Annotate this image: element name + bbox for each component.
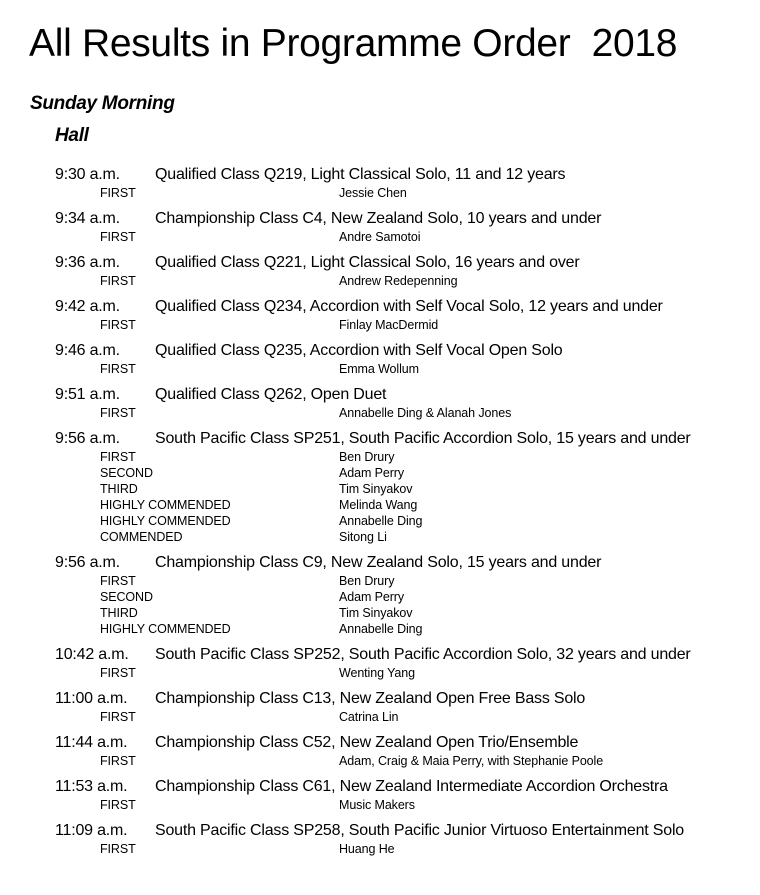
award-place: HIGHLY COMMENDED (100, 622, 231, 636)
entry-time: 9:56 a.m. (55, 554, 120, 571)
entry-class-title: Championship Class C4, New Zealand Solo, 10 years and under (155, 210, 602, 227)
entry-header (0, 733, 760, 753)
entry-time: 11:00 a.m. (55, 690, 128, 707)
result-entry (0, 165, 760, 201)
entry-class-title: South Pacific Class SP258, South Pacific Junior Virtuoso Entertainment Solo (155, 822, 684, 839)
award-row (0, 513, 760, 529)
entry-time: 11:09 a.m. (55, 822, 128, 839)
award-recipient: Catrina Lin (339, 710, 399, 724)
entry-time: 10:42 a.m. (55, 646, 129, 663)
entry-class-title: Qualified Class Q235, Accordion with Self Vocal Open Solo (155, 342, 563, 359)
awards-list (0, 185, 760, 201)
award-place: FIRST (100, 230, 136, 244)
entry-header (0, 209, 760, 229)
award-row (0, 605, 760, 621)
award-row (0, 405, 760, 421)
session-heading: Sunday Morning (30, 93, 175, 114)
award-recipient: Adam Perry (339, 466, 404, 480)
award-recipient: Annabelle Ding (339, 514, 423, 528)
entry-time: 9:56 a.m. (55, 430, 120, 447)
award-recipient: Ben Drury (339, 450, 395, 464)
entry-header (0, 553, 760, 573)
entry-class-title: South Pacific Class SP251, South Pacific Accordion Solo, 15 years and under (155, 430, 691, 447)
award-row (0, 841, 760, 857)
award-row (0, 465, 760, 481)
award-recipient: Melinda Wang (339, 498, 418, 512)
award-recipient: Music Makers (339, 798, 415, 812)
award-place: FIRST (100, 450, 136, 464)
entry-class-title: Championship Class C13, New Zealand Open Free Bass Solo (155, 690, 586, 707)
entry-time: 11:44 a.m. (55, 734, 128, 751)
award-recipient: Tim Sinyakov (339, 482, 413, 496)
award-recipient: Finlay MacDermid (339, 318, 439, 332)
award-recipient: Ben Drury (339, 574, 395, 588)
award-place: THIRD (100, 482, 138, 496)
entry-header (0, 165, 760, 185)
entry-class-title: Qualified Class Q234, Accordion with Self Vocal Solo, 12 years and under (155, 298, 663, 315)
award-place: FIRST (100, 710, 136, 724)
result-entry (0, 689, 760, 725)
award-recipient: Annabelle Ding & Alanah Jones (339, 406, 512, 420)
entry-class-title: Championship Class C52, New Zealand Open Trio/Ensemble (155, 734, 579, 751)
entry-time: 9:34 a.m. (55, 210, 120, 227)
award-row (0, 185, 760, 201)
award-place: FIRST (100, 574, 136, 588)
entry-time: 11:53 a.m. (55, 778, 128, 795)
entry-header (0, 821, 760, 841)
award-recipient: Adam Perry (339, 590, 404, 604)
entry-class-title: Qualified Class Q221, Light Classical Solo, 16 years and over (155, 254, 580, 271)
award-place: FIRST (100, 842, 136, 856)
awards-list (0, 449, 760, 545)
result-entry (0, 385, 760, 421)
award-place: FIRST (100, 274, 136, 288)
award-recipient: Andre Samotoi (339, 230, 421, 244)
award-recipient: Sitong Li (339, 530, 387, 544)
award-row (0, 797, 760, 813)
award-row (0, 665, 760, 681)
entry-time: 9:46 a.m. (55, 342, 120, 359)
award-row (0, 573, 760, 589)
award-recipient: Huang He (339, 842, 395, 856)
award-row (0, 317, 760, 333)
awards-list (0, 317, 760, 333)
awards-list (0, 573, 760, 637)
entry-header (0, 645, 760, 665)
entry-header (0, 429, 760, 449)
entry-class-title: South Pacific Class SP252, South Pacific Accordion Solo, 32 years and under (155, 646, 691, 663)
award-recipient: Wenting Yang (339, 666, 415, 680)
award-row (0, 229, 760, 245)
awards-list (0, 709, 760, 725)
award-row (0, 361, 760, 377)
entry-time: 9:30 a.m. (55, 166, 120, 183)
award-place: FIRST (100, 666, 136, 680)
result-entry (0, 553, 760, 637)
award-row (0, 497, 760, 513)
entry-header (0, 777, 760, 797)
entry-time: 9:42 a.m. (55, 298, 120, 315)
result-entry (0, 821, 760, 857)
awards-list (0, 841, 760, 857)
awards-list (0, 753, 760, 769)
award-place: FIRST (100, 318, 136, 332)
award-row (0, 481, 760, 497)
award-recipient: Tim Sinyakov (339, 606, 413, 620)
result-entry (0, 253, 760, 289)
result-entry (0, 429, 760, 545)
award-row (0, 709, 760, 725)
result-entry (0, 209, 760, 245)
award-place: HIGHLY COMMENDED (100, 514, 231, 528)
entry-class-title: Championship Class C9, New Zealand Solo, 15 years and under (155, 554, 602, 571)
awards-list (0, 797, 760, 813)
result-entry (0, 341, 760, 377)
entry-time: 9:36 a.m. (55, 254, 120, 271)
award-place: FIRST (100, 186, 136, 200)
entry-class-title: Qualified Class Q262, Open Duet (155, 386, 387, 403)
awards-list (0, 229, 760, 245)
award-row (0, 753, 760, 769)
award-row (0, 273, 760, 289)
award-place: FIRST (100, 362, 136, 376)
entry-time: 9:51 a.m. (55, 386, 120, 403)
result-entry (0, 297, 760, 333)
awards-list (0, 273, 760, 289)
entry-class-title: Qualified Class Q219, Light Classical Solo, 11 and 12 years (155, 166, 566, 183)
award-recipient: Andrew Redepenning (339, 274, 458, 288)
award-recipient: Emma Wollum (339, 362, 419, 376)
awards-list (0, 361, 760, 377)
award-place: THIRD (100, 606, 138, 620)
venue-heading: Hall (55, 125, 89, 146)
award-row (0, 589, 760, 605)
awards-list (0, 665, 760, 681)
entry-header (0, 341, 760, 361)
award-place: SECOND (100, 590, 153, 604)
award-place: SECOND (100, 466, 153, 480)
award-place: FIRST (100, 798, 136, 812)
entry-class-title: Championship Class C61, New Zealand Intermediate Accordion Orchestra (155, 778, 668, 795)
awards-list (0, 405, 760, 421)
award-row (0, 529, 760, 545)
entry-header (0, 385, 760, 405)
award-row (0, 449, 760, 465)
award-recipient: Jessie Chen (339, 186, 407, 200)
entry-header (0, 297, 760, 317)
award-recipient: Annabelle Ding (339, 622, 423, 636)
page-title: All Results in Programme Order 2018 (29, 22, 678, 65)
result-entry (0, 733, 760, 769)
result-entry (0, 645, 760, 681)
award-place: FIRST (100, 754, 136, 768)
entry-header (0, 689, 760, 709)
result-entry (0, 777, 760, 813)
award-row (0, 621, 760, 637)
award-place: COMMENDED (100, 530, 183, 544)
award-recipient: Adam, Craig & Maia Perry, with Stephanie Poole (339, 754, 604, 768)
award-place: FIRST (100, 406, 136, 420)
award-place: HIGHLY COMMENDED (100, 498, 231, 512)
entry-header (0, 253, 760, 273)
